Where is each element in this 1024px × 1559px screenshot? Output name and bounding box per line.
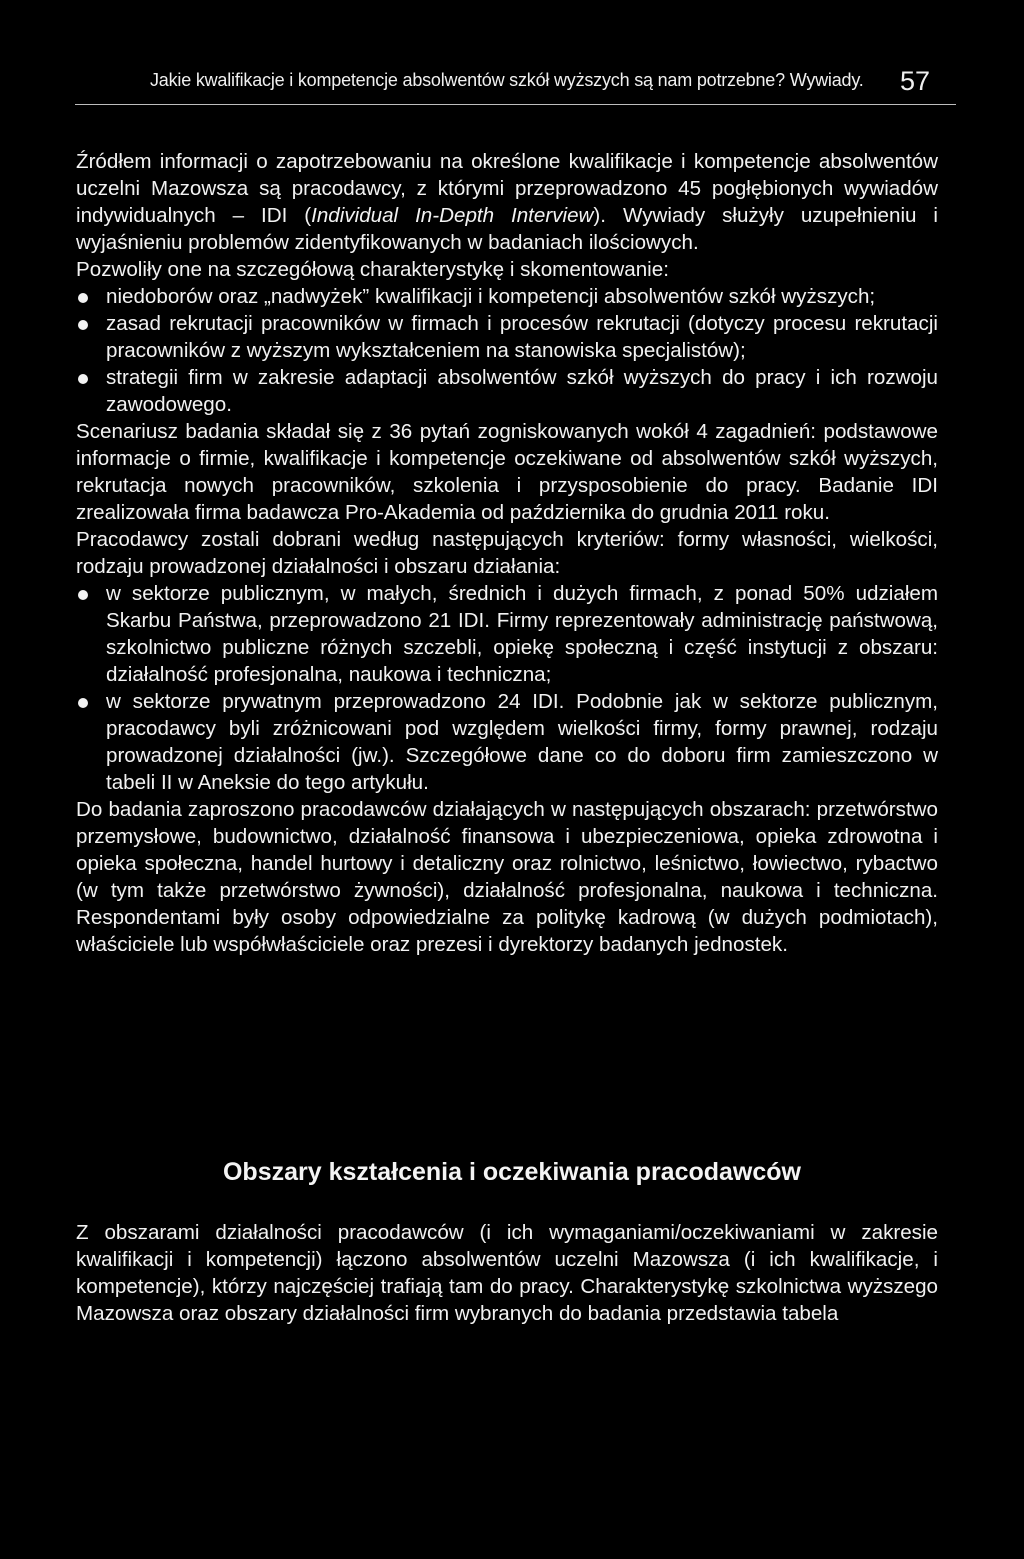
bullet-icon: [78, 590, 88, 600]
body-text: [76, 148, 938, 958]
list-item: [76, 283, 938, 310]
body-text-2: [76, 1219, 938, 1327]
list-item-text: niedoborów oraz „nadwyżek” kwalifikacji i kompetencji absolwentów szkół wyższych;: [106, 285, 876, 308]
list-item: [76, 688, 938, 796]
running-header: Jakie kwalifikacje i kompetencje absolwentów szkół wyższych są nam potrzebne? Wywiady.: [150, 70, 864, 90]
paragraph-5: Do badania zaproszono pracodawców działających w następujących obszarach: przetwórstwo przemysłowe, budownictwo, działalność finansowa i ubezpieczeniowa, opieka zdrowotna i opieka społeczna, handel hurtowy i detaliczny oraz rolnictwo, leśnictwo, łowiectwo, rybactwo (w tym także przetwórstwo żywności), działalność profesjonalna, naukowa i techniczna. Respondentami były osoby odpowiedzialne za politykę kadrową (w dużych podmiotach), właściciele lub współwłaściciele oraz prezesi i dyrektorzy badanych jednostek.: [76, 798, 938, 956]
bullet-icon: [78, 374, 88, 384]
paragraph-4: Pracodawcy zostali dobrani według następujących kryteriów: formy własności, wielkości, rodzaju prowadzonej działalności i obszaru działania:: [76, 528, 938, 578]
paragraph-1: [76, 148, 938, 256]
list-sectors: [76, 580, 938, 796]
bullet-icon: [78, 320, 88, 330]
list-item-text: w sektorze prywatnym przeprowadzono 24 IDI. Podobnie jak w sektorze publicznym, pracodawcy byli zróżnicowani pod względem wielkości firmy, formy prawnej, rodzaju prowadzonej działalności (jw.). Szczegółowe dane co do doboru firm zamieszczono w tabeli II w Aneksie do tego artykułu.: [106, 690, 938, 794]
list-item-text: w sektorze publicznym, w małych, średnich i dużych firmach, z ponad 50% udziałem Skarbu Państwa, przeprowadzono 21 IDI. Firmy reprezentowały administrację państwową, szkolnictwo publiczne różnych szczebli, opiekę społeczną i część instytucji z obszaru: działalność profesjonalna, naukowa i techniczna;: [106, 582, 938, 686]
paragraph-1-italic: Individual In-Depth Interview: [311, 204, 594, 227]
list-criteria-comments: [76, 283, 938, 418]
list-item-text: zasad rekrutacji pracowników w firmach i procesów rekrutacji (dotyczy procesu rekrutacji pracowników z wyższym wykształceniem na stanowiska specjalistów);: [106, 312, 938, 362]
paragraph-1-start: Źródłem informacji o zapotrzebowaniu na określone kwalifikacje i kompetencje absolwentów uczelni Mazowsza są pracodawcy, z którymi przeprowadzono 45 pogłębionych wywiadów indywidualnych – IDI (: [76, 150, 938, 227]
page-number: 57: [899, 66, 930, 96]
list-item: [76, 364, 938, 418]
header-rule: [75, 104, 956, 105]
paragraph-1-end: ). Wywiady służyły uzupełnieniu i wyjaśnieniu problemów zidentyfikowanych w badaniach ilościowych.: [76, 204, 938, 254]
section-heading: Obszary kształcenia i oczekiwania pracodawców: [222, 1158, 801, 1186]
list-item: [76, 310, 938, 364]
bullet-icon: [78, 698, 88, 708]
list-item: [76, 580, 938, 688]
paragraph-3: Scenariusz badania składał się z 36 pytań zogniskowanych wokół 4 zagadnień: podstawowe informacje o firmie, kwalifikacje i kompetencje oczekiwane od absolwentów szkół wyższych, rekrutacja nowych pracowników, szkolenia i przysposobienie do pracy. Badanie IDI zrealizowała firma badawcza Pro-Akademia od października do grudnia 2011 roku.: [76, 420, 938, 524]
bullet-icon: [78, 293, 88, 303]
list-item-text: strategii firm w zakresie adaptacji absolwentów szkół wyższych do pracy i ich rozwoju zawodowego.: [106, 366, 938, 416]
paragraph-2: Pozwoliły one na szczegółową charakterystykę i skomentowanie:: [76, 258, 669, 281]
paragraph-6: Z obszarami działalności pracodawców (i ich wymaganiami/oczekiwaniami w zakresie kwalifikacji i kompetencji) łączono absolwentów uczelni Mazowsza (i ich kwalifikacje, i kompetencje), którzy najczęściej trafiają tam do pracy. Charakterystykę szkolnictwa wyższego Mazowsza oraz obszary działalności firm wybranych do badania przedstawia tabela: [76, 1221, 938, 1325]
